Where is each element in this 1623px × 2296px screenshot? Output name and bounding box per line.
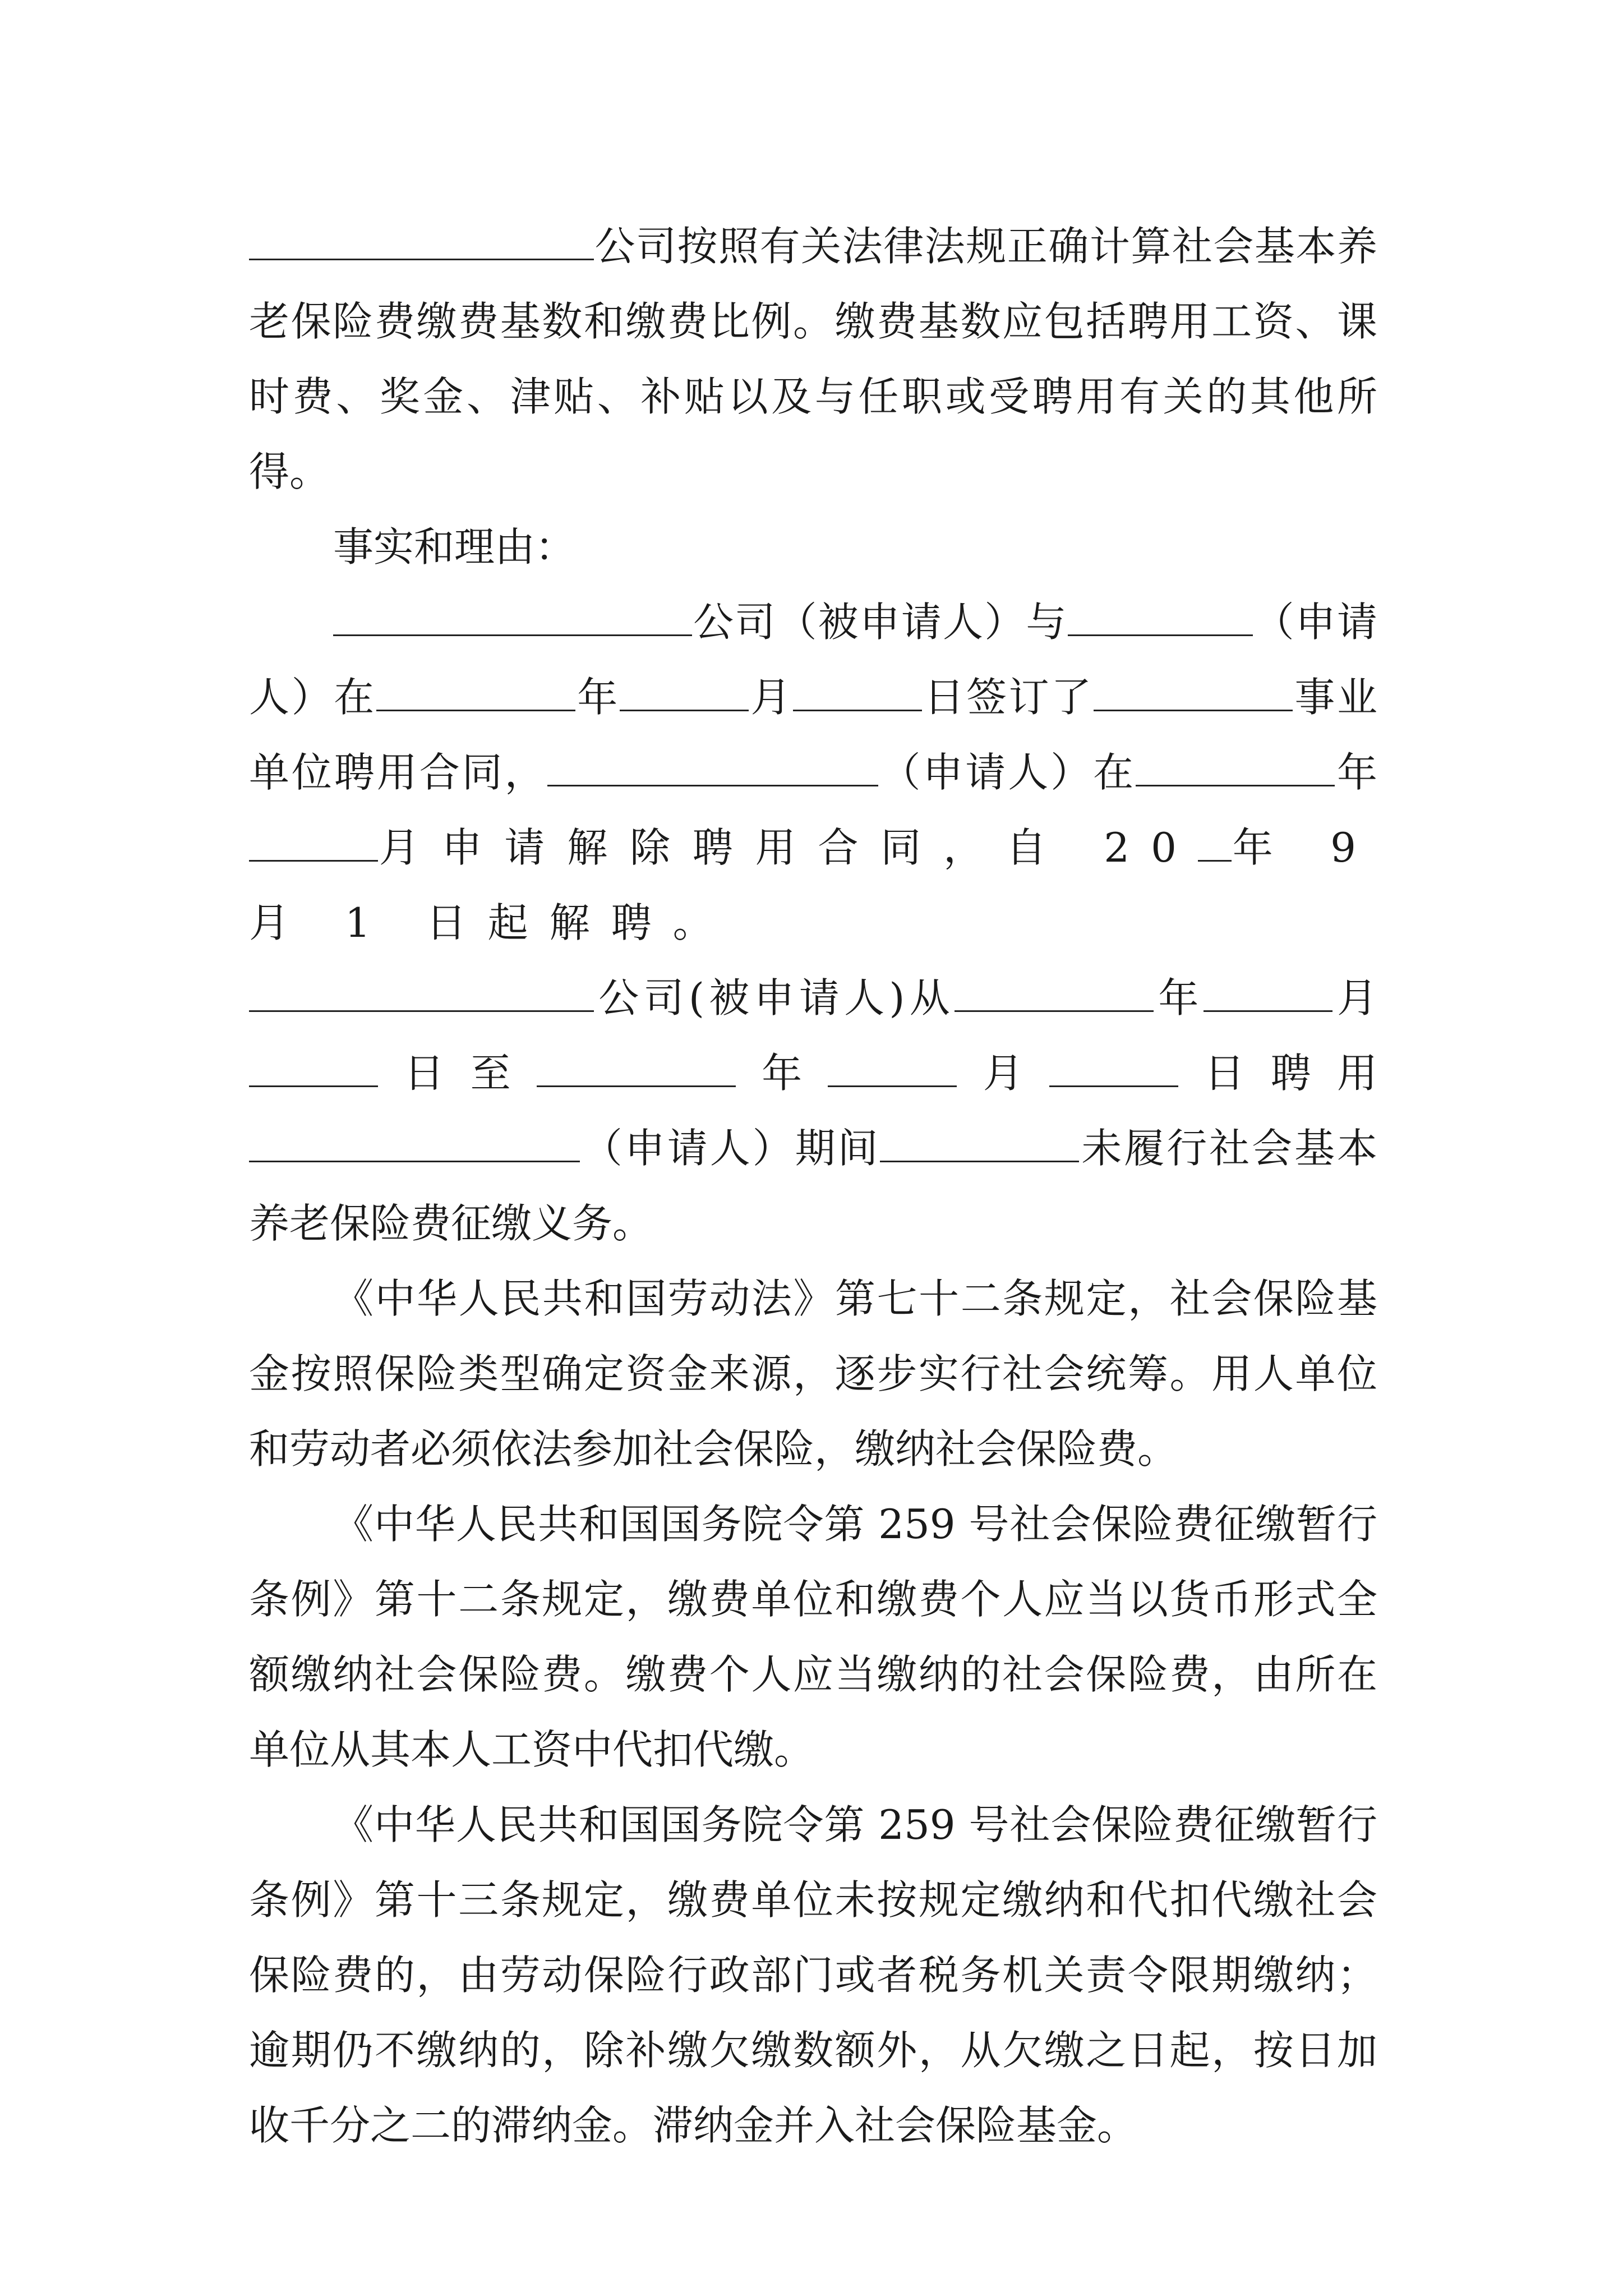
blank-respondent-company: [333, 597, 692, 636]
paragraph-facts-heading: [249, 509, 1377, 585]
blank-respondent-company-2: [249, 973, 594, 1012]
text-signed: 日签订了: [921, 674, 1094, 721]
text-payment-base: 公司按照有关法律法规正确计算社会基本养老保险费缴费基数和缴费比例。缴费基数应包括聘用工资、课时费、奖金、津贴、补贴以及与任职或受聘用有关的其他所得。: [249, 223, 1377, 495]
text-termination: 月申请解除聘用合同，自 20: [378, 824, 1198, 871]
text-contract: 事业单位聘用合同，: [249, 674, 1377, 796]
blank-period: [880, 1124, 1079, 1162]
blank-applicant-name-2: [547, 748, 878, 786]
blank-sign-day: [793, 673, 922, 711]
blank-end-month: [828, 1048, 957, 1087]
text-month: 月: [748, 674, 793, 721]
text-applicant-in: （申请人）在: [878, 749, 1136, 796]
paragraph-labor-law: [249, 1261, 1377, 1487]
blank-end-year: [537, 1048, 736, 1087]
blank-termination-year-suffix: [1198, 823, 1232, 862]
paragraph-regulation-article-12: [249, 1487, 1377, 1787]
paragraph-payment-base: [249, 209, 1377, 509]
blank-contract-count: [1094, 673, 1293, 711]
text-month-3: 月: [1332, 974, 1377, 1022]
blank-sign-year: [376, 673, 575, 711]
text-month-4: 月: [957, 1050, 1050, 1097]
blank-start-day: [249, 1048, 378, 1087]
blank-termination-year: [1136, 748, 1335, 786]
blank-sign-month: [620, 673, 749, 711]
text-regulation-article-12: 《中华人民共和国国务院令第 259 号社会保险费征缴暂行条例》第十二条规定，缴费单位和缴费个人应当以货币形式全额缴纳社会保险费。缴费个人应当缴纳的社会保险费，由所在单位从其本人工资中代扣代缴。: [249, 1501, 1377, 1773]
blank-applicant-name: [1068, 597, 1253, 636]
text-year: 年: [575, 674, 620, 721]
paragraph-employment-period: [249, 960, 1377, 1261]
blank-end-day: [1049, 1048, 1178, 1087]
text-year-4: 年: [735, 1050, 828, 1097]
text-employed: 日聘用: [1178, 1050, 1377, 1097]
text-dismissed: 年 9 月 1 日起解聘。: [249, 824, 1377, 946]
text-respondent-from: 公司(被申请人)从: [594, 974, 955, 1022]
heading-facts-reasons: 事实和理由：: [333, 523, 576, 570]
document-page: [249, 209, 1377, 2163]
text-respondent-and: 公司（被申请人）与: [692, 599, 1068, 646]
blank-termination-month: [249, 823, 378, 862]
text-year-2: 年: [1335, 749, 1377, 796]
blank-start-year: [955, 973, 1154, 1012]
text-day-to: 日至: [378, 1050, 537, 1097]
text-regulation-article-13: 《中华人民共和国国务院令第 259 号社会保险费征缴暂行条例》第十三条规定，缴费单位未按规定缴纳和代扣代缴社会保险费的，由劳动保险行政部门或者税务机关责令限期缴纳；逾期仍不缴纳的，除补缴欠缴数额外，从欠缴之日起，按日加收千分之二的滞纳金。滞纳金并入社会保险基金。: [249, 1801, 1377, 2149]
paragraph-regulation-article-13: [249, 1787, 1377, 2163]
text-not-fulfilled: 未履行社会基本养老保险费征缴义务。: [249, 1125, 1377, 1247]
text-applicant-on: （申请人）在: [249, 599, 1377, 721]
text-year-3: 年: [1154, 974, 1204, 1022]
blank-company-name: [249, 222, 594, 260]
text-labor-law-article-72: 《中华人民共和国劳动法》第七十二条规定，社会保险基金按照保险类型确定资金来源，逐步实行社会统筹。用人单位和劳动者必须依法参加社会保险，缴纳社会保险费。: [249, 1275, 1377, 1473]
paragraph-facts: [249, 585, 1377, 960]
blank-applicant-name-3: [249, 1124, 580, 1162]
blank-start-month: [1204, 973, 1332, 1012]
text-applicant-period: （申请人）期间: [580, 1125, 880, 1172]
